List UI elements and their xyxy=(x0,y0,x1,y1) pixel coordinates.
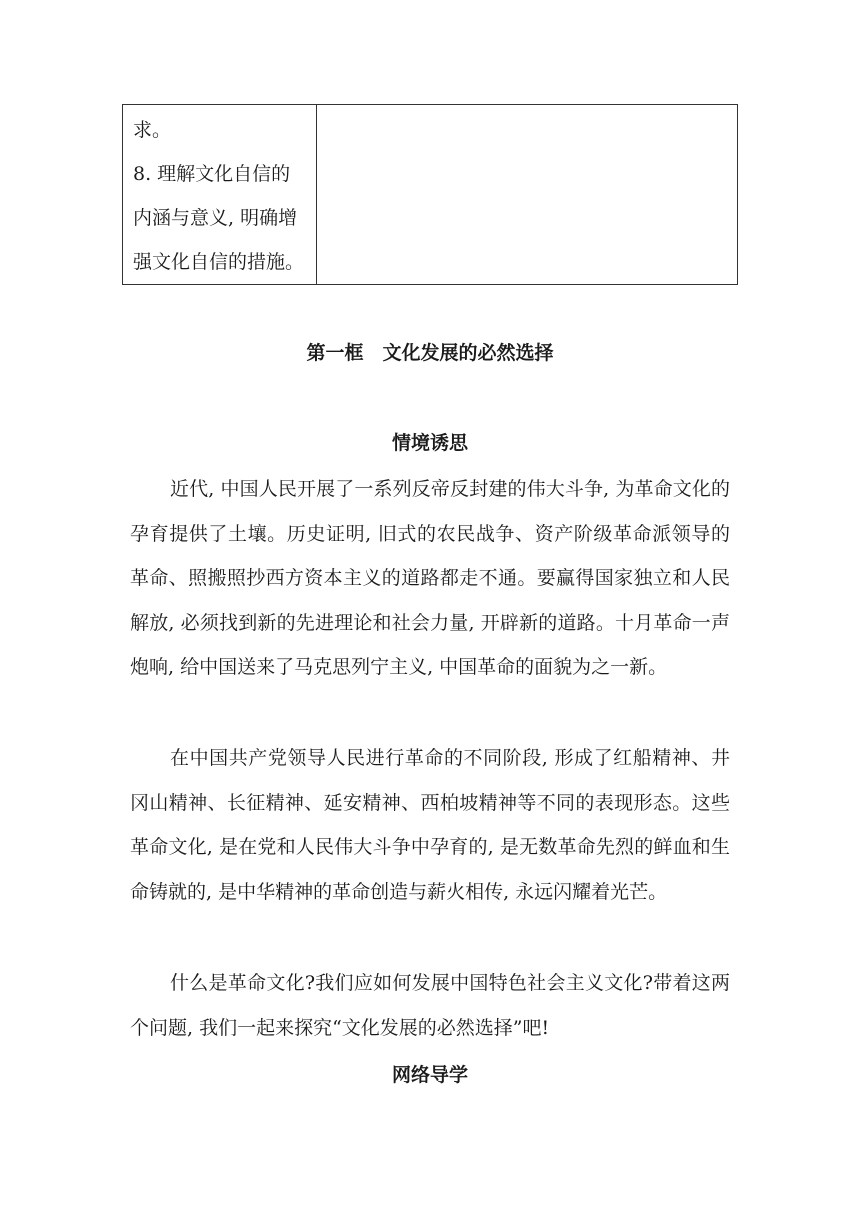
paragraph-1: 近代, 中国人民开展了一系列反帝反封建的伟大斗争, 为革命文化的孕育提供了土壤。历史证明, 旧式的农民战争、资产阶级革命派领导的革命、照搬照抄西方资本主义的道路都走不通。要赢得国家独立和人民解放, 必须找到新的先进理论和社会力量, 开辟新的道路。十月革命一声炮响, 给中国送来了马克思列宁主义, 中国革命的面貌为之一新。 xyxy=(130,478,730,678)
paragraph-2: 在中国共产党领导人民进行革命的不同阶段, 形成了红船精神、井冈山精神、长征精神、延安精神、西柏坡精神等不同的表现形态。这些革命文化, 是在党和人民伟大斗争中孕育的, 是无数革命先烈的鲜血和生命铸就的, 是中华精神的革命创造与薪火相传, 永远闪耀着光芒。 xyxy=(130,747,730,903)
objective-line: 内涵与意义, 明确增 xyxy=(133,207,298,229)
situation-heading: 情境诱思 xyxy=(391,432,468,454)
objectives-table xyxy=(122,104,738,285)
paragraph-3: 什么是革命文化?我们应如何发展中国特色社会主义文化?带着这两个问题, 我们一起来探究“文化发展的必然选择”吧! xyxy=(130,972,730,1039)
objective-line: 8. 理解文化自信的 xyxy=(133,163,291,185)
objective-line: 强文化自信的措施。 xyxy=(133,251,305,273)
online-study-heading: 网络导学 xyxy=(391,1064,468,1086)
table-row xyxy=(123,105,738,285)
objectives-cell xyxy=(123,105,317,285)
empty-table-cell xyxy=(317,105,738,285)
objective-line: 求。 xyxy=(133,119,172,141)
section-title: 第一框 文化发展的必然选择 xyxy=(306,342,554,364)
